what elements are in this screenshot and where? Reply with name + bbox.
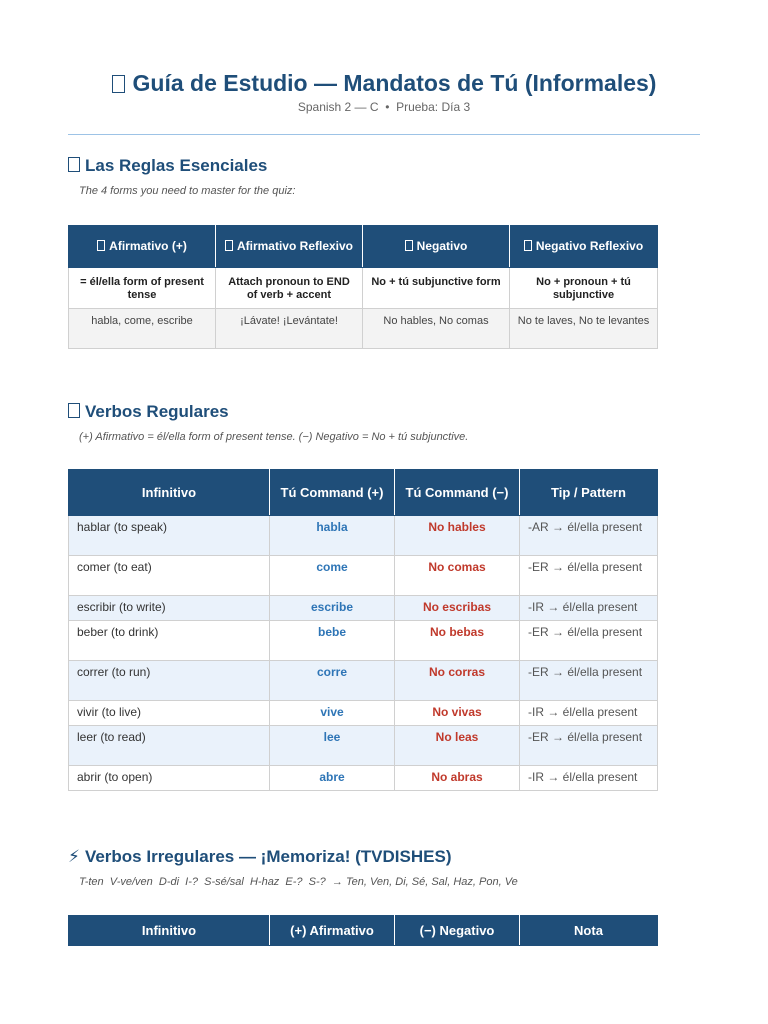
affirmative-cell: habla (270, 516, 395, 556)
missing-glyph-icon (68, 403, 80, 418)
example-cell: No hables, No comas (363, 309, 510, 349)
affirmative-cell: bebe (270, 621, 395, 661)
irregular-verbs-heading (68, 846, 451, 868)
example-cell: ¡Lávate! ¡Levántate! (216, 309, 363, 349)
rule-cell: Attach pronoun to END of verb + accent (216, 268, 363, 309)
negative-cell: No comas (395, 556, 520, 596)
rules-col-label: Negativo (416, 239, 468, 253)
rule-cell: = él/ella form of present tense (69, 268, 216, 309)
table-row (69, 661, 658, 701)
col-tip: Tip / Pattern (520, 470, 658, 516)
rules-definition-row (69, 268, 658, 309)
rules-col-negativo-reflexivo (510, 226, 658, 268)
missing-glyph-icon (405, 240, 413, 251)
irr-col-afirmativo: (+) Afirmativo (270, 916, 395, 946)
negative-cell: No leas (395, 726, 520, 766)
affirmative-cell: abre (270, 766, 395, 791)
negative-cell: No bebas (395, 621, 520, 661)
affirmative-cell: corre (270, 661, 395, 701)
lightning-icon: ⚡ (68, 847, 80, 867)
example-cell: habla, come, escribe (69, 309, 216, 349)
infinitive-cell: vivir (to live) (69, 701, 270, 726)
table-row (69, 621, 658, 661)
rule-cell: No + pronoun + tú subjunctive (510, 268, 658, 309)
table-row (69, 596, 658, 621)
page-title (68, 69, 700, 97)
missing-glyph-icon (112, 75, 125, 93)
rules-header-row (69, 226, 658, 268)
table-row (69, 726, 658, 766)
rules-col-negativo (363, 226, 510, 268)
rules-heading-text: Las Reglas Esenciales (85, 156, 268, 175)
rules-note: The 4 forms you need to master for the quiz: (79, 185, 296, 197)
rules-col-afirmativo (69, 226, 216, 268)
negative-cell: No corras (395, 661, 520, 701)
irr-col-infinitivo: Infinitivo (69, 916, 270, 946)
infinitive-cell: comer (to eat) (69, 556, 270, 596)
infinitive-cell: hablar (to speak) (69, 516, 270, 556)
tip-cell: -AR → él/ella present (520, 516, 658, 556)
irr-col-negativo: (−) Negativo (395, 916, 520, 946)
rules-heading (68, 155, 267, 177)
infinitive-cell: abrir (to open) (69, 766, 270, 791)
verbs-header-row (69, 470, 658, 516)
infinitive-cell: escribir (to write) (69, 596, 270, 621)
rule-cell: No + tú subjunctive form (363, 268, 510, 309)
tip-cell: -ER → él/ella present (520, 556, 658, 596)
negative-cell: No abras (395, 766, 520, 791)
col-command-negative: Tú Command (−) (395, 470, 520, 516)
page-subtitle: Spanish 2 — C • Prueba: Día 3 (297, 100, 471, 114)
rules-table (68, 225, 658, 349)
negative-cell: No hables (395, 516, 520, 556)
table-row (69, 516, 658, 556)
infinitive-cell: beber (to drink) (69, 621, 270, 661)
negative-cell: No escribas (395, 596, 520, 621)
affirmative-cell: lee (270, 726, 395, 766)
example-cell: No te laves, No te levantes (510, 309, 658, 349)
verbs-body (69, 516, 658, 791)
missing-glyph-icon (68, 157, 80, 172)
rules-col-label: Negativo Reflexivo (535, 239, 644, 253)
missing-glyph-icon (524, 240, 532, 251)
negative-cell: No vivas (395, 701, 520, 726)
tip-cell: -IR → él/ella present (520, 596, 658, 621)
table-row (69, 766, 658, 791)
infinitive-cell: correr (to run) (69, 661, 270, 701)
tip-cell: -ER → él/ella present (520, 661, 658, 701)
regular-verbs-table (68, 469, 658, 791)
irregular-verbs-table (68, 915, 658, 946)
table-row (69, 556, 658, 596)
infinitive-cell: leer (to read) (69, 726, 270, 766)
regular-verbs-heading-text: Verbos Regulares (85, 402, 229, 421)
irregular-verbs-heading-text: Verbos Irregulares — ¡Memoriza! (TVDISHES) (84, 847, 452, 866)
tip-cell: -ER → él/ella present (520, 621, 658, 661)
irregular-verbs-note: T-ten V-ve/ven D-di I-? S-sé/sal H-haz E-? S-? → Ten, Ven, Di, Sé, Sal, Haz, Pon, Ve (79, 876, 518, 888)
irregular-header-row (69, 916, 658, 946)
regular-verbs-heading (68, 401, 229, 423)
table-row (69, 701, 658, 726)
header-divider (68, 134, 700, 135)
irr-col-nota: Nota (520, 916, 658, 946)
tip-cell: -ER → él/ella present (520, 726, 658, 766)
missing-glyph-icon (225, 240, 233, 251)
tip-cell: -IR → él/ella present (520, 701, 658, 726)
rules-col-afirmativo-reflexivo (216, 226, 363, 268)
col-infinitivo: Infinitivo (69, 470, 270, 516)
regular-verbs-note: (+) Afirmativo = él/ella form of present tense. (−) Negativo = No + tú subjunctive. (79, 431, 469, 443)
affirmative-cell: vive (270, 701, 395, 726)
affirmative-cell: come (270, 556, 395, 596)
page-title-text: Guía de Estudio — Mandatos de Tú (Informales) (132, 70, 657, 96)
rules-example-row (69, 309, 658, 349)
tip-cell: -IR → él/ella present (520, 766, 658, 791)
rules-col-label: Afirmativo Reflexivo (236, 239, 354, 253)
rules-col-label: Afirmativo (+) (109, 239, 187, 253)
col-command-positive: Tú Command (+) (270, 470, 395, 516)
affirmative-cell: escribe (270, 596, 395, 621)
missing-glyph-icon (97, 240, 105, 251)
